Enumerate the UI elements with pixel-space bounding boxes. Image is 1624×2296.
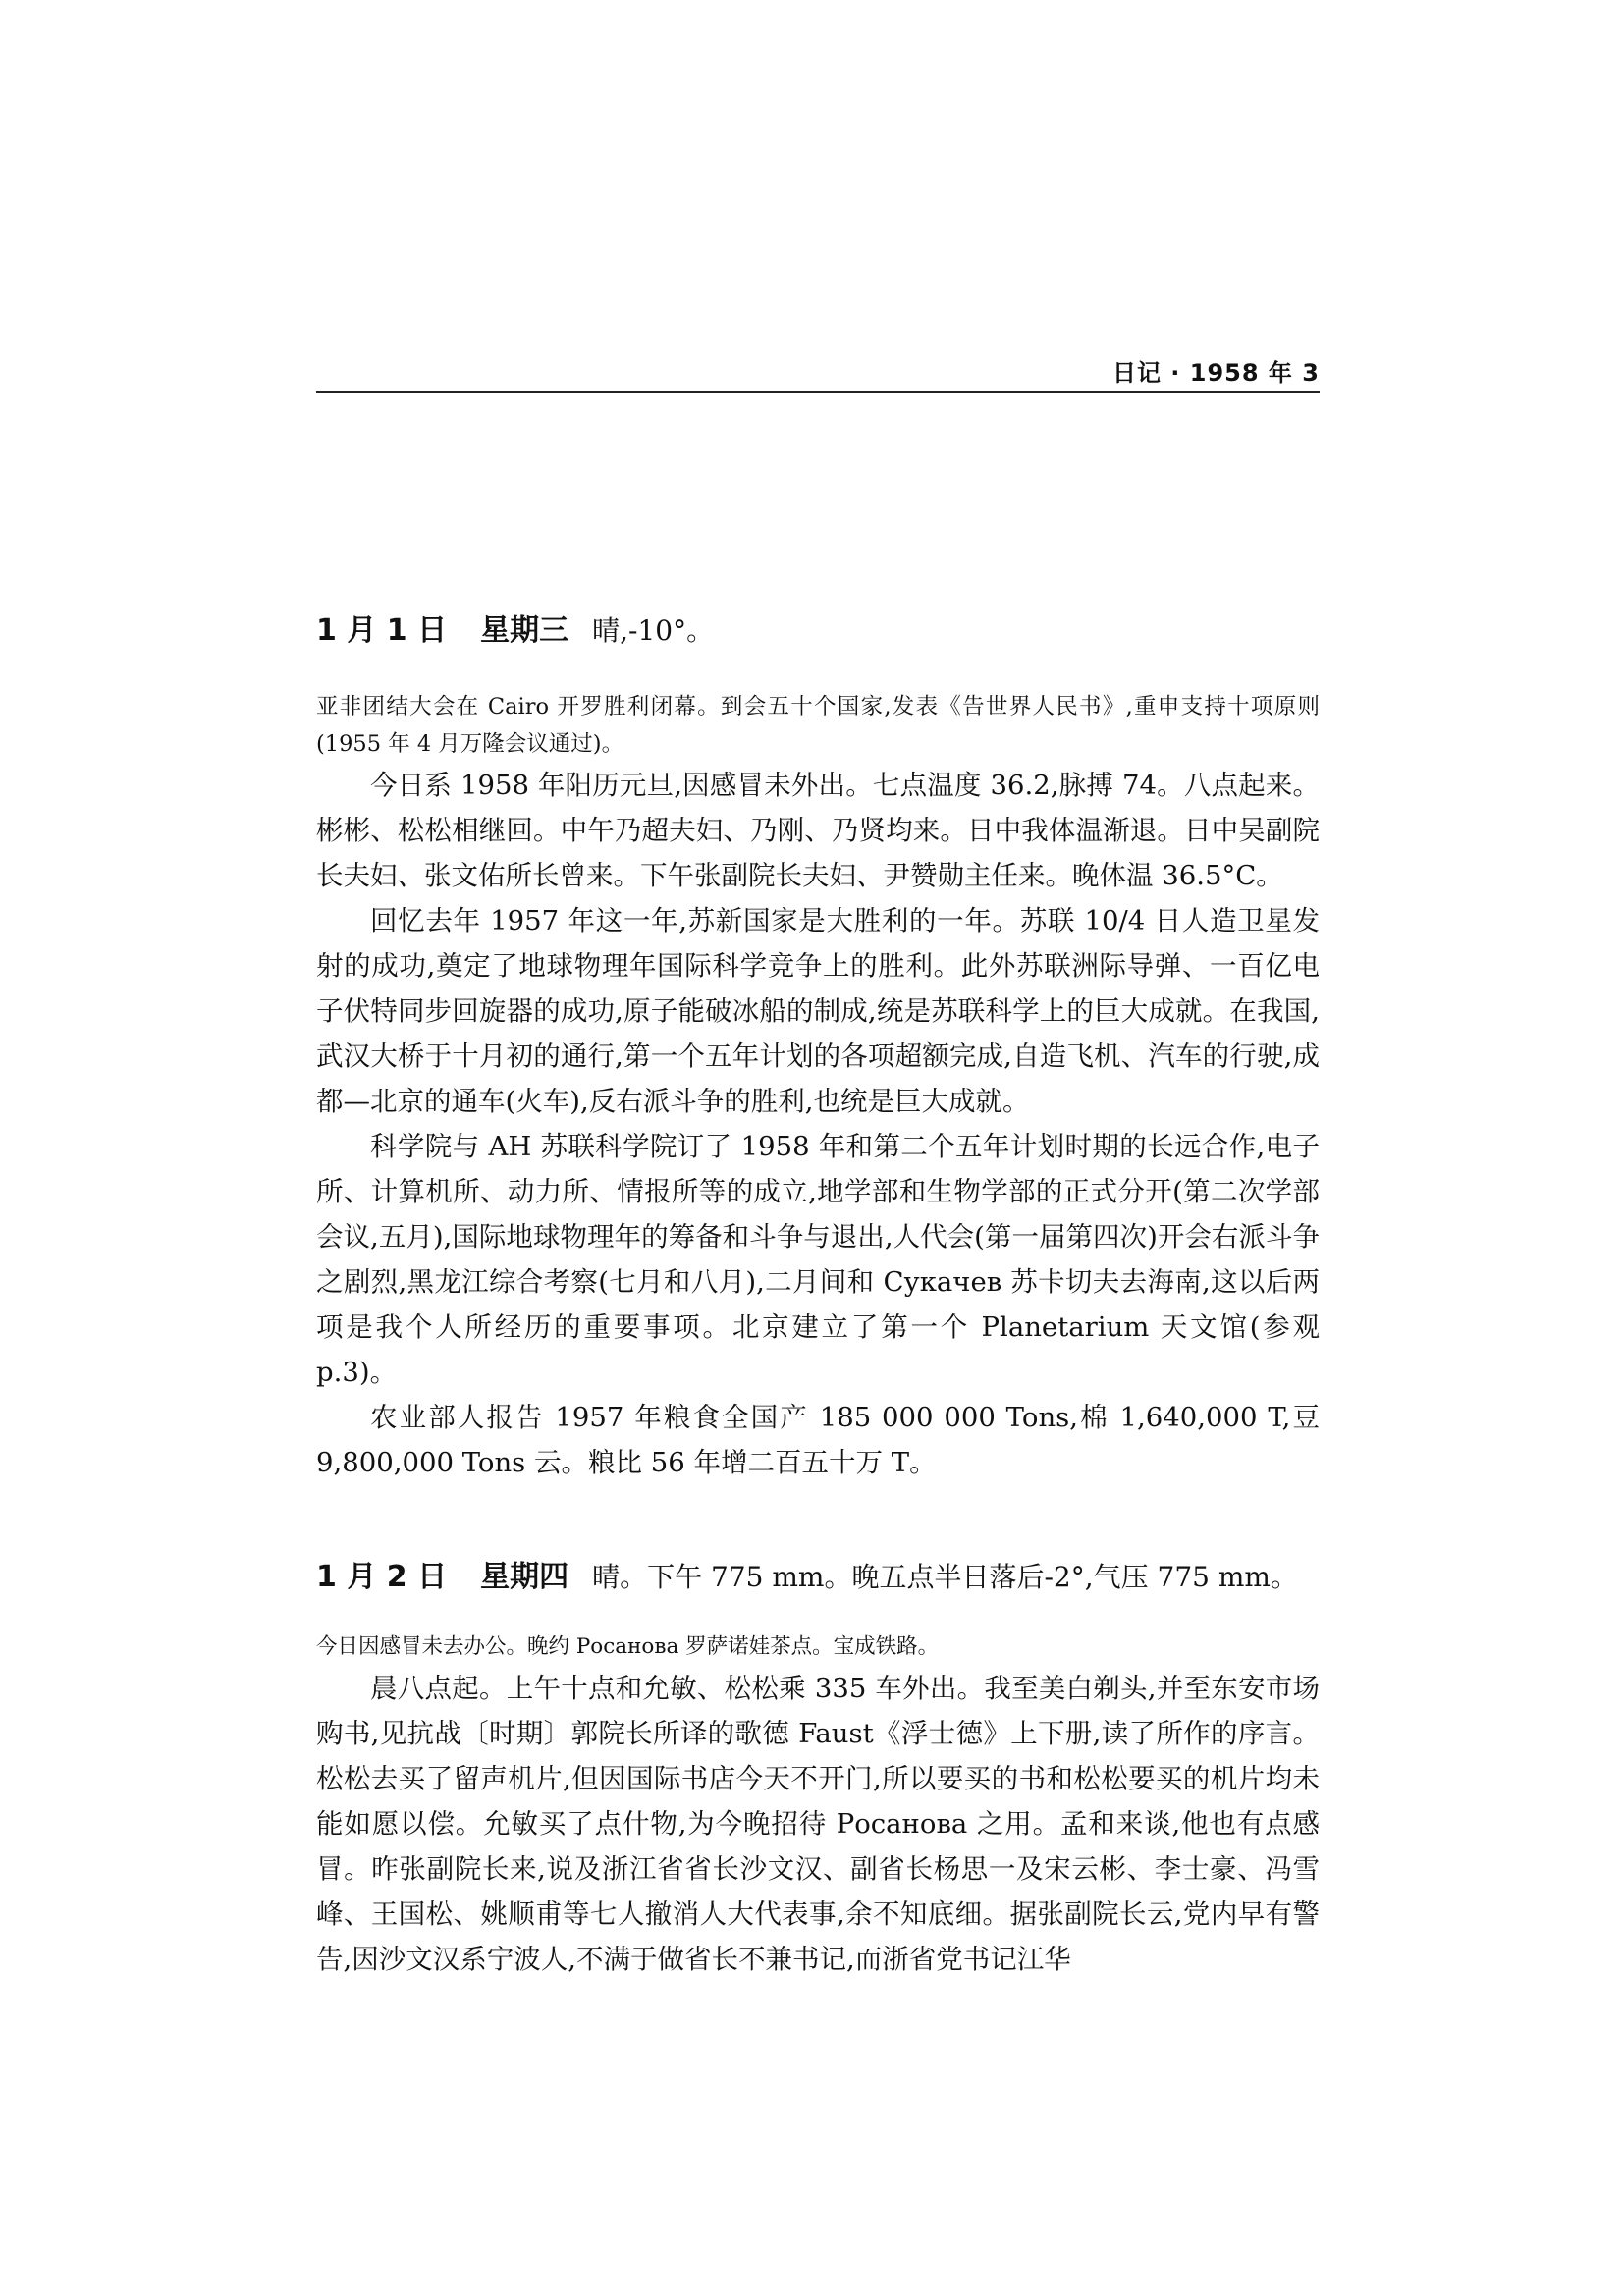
running-head: 日记 · 1958 年 3	[1111, 359, 1320, 387]
header-rule	[316, 391, 1320, 393]
entry-date: 1 月 2 日	[316, 1560, 448, 1594]
entry-paragraph: 晨八点起。上午十点和允敏、松松乘 335 车外出。我至美白剃头,并至东安市场购书,见抗战〔时期〕郭院长所译的歌德 Faust《浮士德》上下册,读了所作的序言。松松去买了留声机片,但因国际书店今天不开门,所以要买的书和松松要买的机片均未能如愿以偿。允敏买了点什物,为今晚招待 Росанова 之用。孟和来谈,他也有点感冒。昨张副院长来,说及浙江省省长沙文汉、副省长杨思一及宋云彬、李士豪、冯雪峰、王国松、姚顺甫等七人撤消人大代表事,余不知底细。据张副院长云,党内早有警告,因沙文汉系宁波人,不满于做省长不兼书记,而浙省党书记江华	[316, 1673, 1320, 1975]
entry-paragraph: 回忆去年 1957 年这一年,苏新国家是大胜利的一年。苏联 10/4 日人造卫星发射的成功,奠定了地球物理年国际科学竞争上的胜利。此外苏联洲际导弹、一百亿电子伏特同步回旋器的成功,原子能破冰船的制成,统是苏联科学上的巨大成就。在我国,武汉大桥于十月初的通行,第一个五年计划的各项超额完成,自造飞机、汽车的行驶,成都—北京的通车(火车),反右派斗争的胜利,也统是巨大成就。	[316, 905, 1320, 1117]
entry-date: 1 月 1 日	[316, 614, 448, 648]
diary-entry-jan-1	[316, 609, 1320, 1485]
entry-paragraph: 农业部人报告 1957 年粮食全国产 185 000 000 Tons,棉 1,640,000 T,豆 9,800,000 Tons 云。粮比 56 年增二百五十万 T。	[316, 1402, 1320, 1478]
entry-note: 今日因感冒未去办公。晚约 Росанова 罗萨诺娃茶点。宝成铁路。	[316, 1634, 940, 1659]
entry-note: 亚非团结大会在 Cairo 开罗胜利闭幕。到会五十个国家,发表《告世界人民书》,重申支持十项原则(1955 年 4 月万隆会议通过)。	[316, 694, 1320, 757]
entry-paragraph: 科学院与 AH 苏联科学院订了 1958 年和第二个五年计划时期的长远合作,电子所、计算机所、动力所、情报所等的成立,地学部和生物学部的正式分开(第二次学部会议,五月),国际地球物理年的筹备和斗争与退出,人代会(第一届第四次)开会右派斗争之剧烈,黑龙江综合考察(七月和八月),二月间和 Сукачев 苏卡切夫去海南,这以后两项是我个人所经历的重要事项。北京建立了第一个 Planetarium 天文馆(参观 p.3)。	[316, 1131, 1320, 1388]
entry-paragraph: 今日系 1958 年阳历元旦,因感冒未外出。七点温度 36.2,脉搏 74。八点起来。彬彬、松松相继回。中午乃超夫妇、乃刚、乃贤均来。日中我体温渐退。日中吴副院长夫妇、张文佑所长曾来。下午张副院长夫妇、尹赞勋主任来。晚体温 36.5°C。	[316, 770, 1320, 891]
entry-weather: 晴,-10°。	[592, 614, 715, 647]
entry-weekday: 星期四	[480, 1560, 569, 1594]
entry-weather: 晴。下午 775 mm。晚五点半日落后-2°,气压 775 mm。	[592, 1561, 1298, 1593]
diary-entry-jan-2	[316, 1555, 1320, 1982]
entry-heading	[316, 609, 1320, 653]
entry-heading	[316, 1555, 1320, 1599]
entry-weekday: 星期三	[480, 614, 569, 648]
